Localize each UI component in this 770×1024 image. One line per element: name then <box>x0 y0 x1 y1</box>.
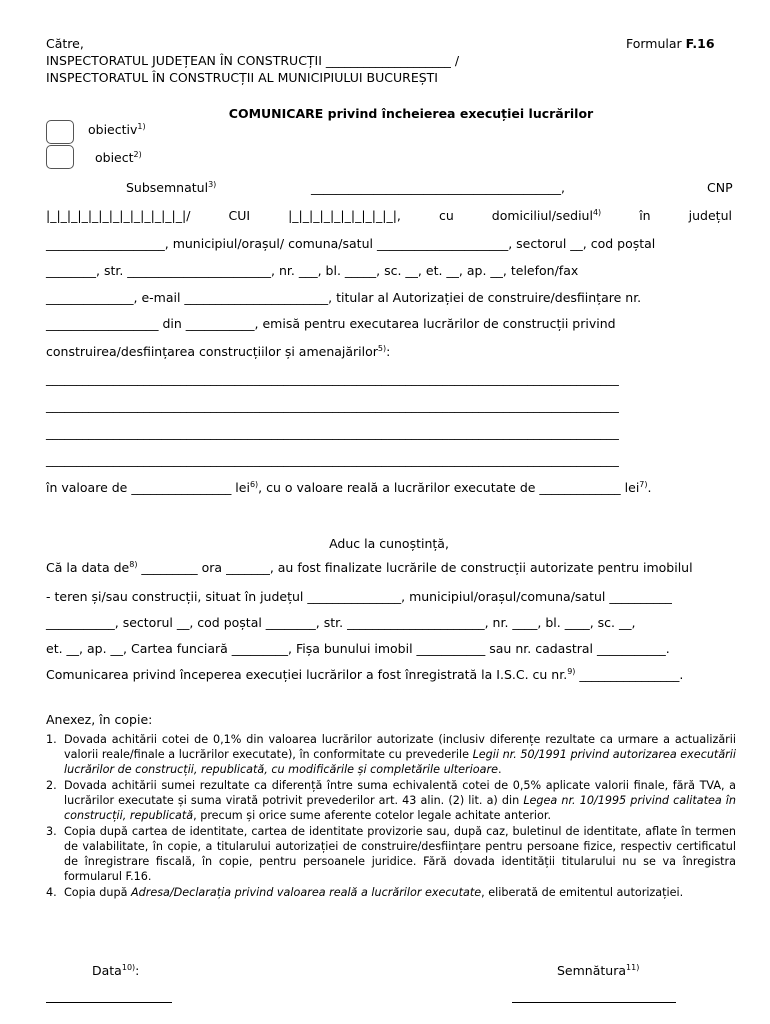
obiectiv-label: obiectiv$^{1)}$ <box>88 121 146 137</box>
obiect-label: obiect$^{2)}$ <box>95 149 142 165</box>
obiectiv-checkbox[interactable] <box>46 120 74 144</box>
authorization-date-line[interactable]: __________________ din ___________, emisă pentru executarea lucrărilor de construcții privind <box>46 316 616 331</box>
cnp-label: CNP <box>707 180 733 195</box>
semnatura-label: Semnătura$^{11)}$ <box>557 962 640 978</box>
addressee-label: Către, <box>46 36 84 51</box>
value-line[interactable]: în valoare de ________________ lei$^{6)}$, cu o valoare reală a lucrărilor executate de _____________ lei$^{7)}$. <box>46 479 652 495</box>
list-item: 1. Dovada achitării cotei de 0,1% din valoarea lucrărilor autorizate (inclusiv diferențe rezultate ca urmare a actualizării valorii reale/finale a lucrărilor executate), în conformitate cu prevederile Legii nr. 50/1991 privind autorizarea executării lucrărilor de construcții, republicată, cu modificările și completările ulterioare. <box>46 733 736 776</box>
property-location-line[interactable]: - teren și/sau construcții, situat în județul _______________, municipiul/orașul/comuna/satul __________ <box>46 589 672 604</box>
address-line-1[interactable]: ___________________, municipiul/orașul/ comuna/satul _____________________, sectorul __, cod poștal <box>46 236 656 251</box>
cnp-field[interactable]: |_|_|_|_|_|_|_|_|_|_|_|_|_|/ <box>46 208 191 223</box>
document-title: COMUNICARE privind încheierea execuției lucrărilor <box>228 106 594 121</box>
inspectorat-bucuresti: INSPECTORATUL ÎN CONSTRUCȚII AL MUNICIPIULUI BUCUREȘTI <box>46 70 438 85</box>
description-blank-3[interactable]: ______________________________________________________________________________________________ <box>46 426 619 440</box>
form-number: F.16 <box>685 36 715 51</box>
anexez-list <box>46 732 736 901</box>
cadastral-line[interactable]: et. __, ap. __, Cartea funciară _________, Fișa bunului imobil ___________ sau nr. cadastral ___________. <box>46 641 670 656</box>
list-item: 3. Copia după cartea de identitate, cartea de identitate provizorie sau, după caz, buletinul de identitate, aflate în termen de valabilitate, în copie, a titularului autorizației de construire/desființare pentru persoane fizice, respectiv certificatul de înregistrare fiscală, în copie, pentru persoanele juridice. Fără dovada identității titularului nu se va înregistra formularul F.16. <box>46 825 736 883</box>
data-label: Data$^{10)}$: <box>92 962 140 978</box>
signature-line[interactable] <box>512 1002 676 1003</box>
description-blank-1[interactable]: ______________________________________________________________________________________________ <box>46 372 619 386</box>
date-signature-line[interactable] <box>46 1002 172 1003</box>
list-item: 2. Dovada achitării sumei rezultate ca diferență între suma echivalentă cotei de 0,5% aplicate valorii finale, fără TVA, a lucrărilor executate și suma virată potrivit prevederilor art. 43 alin. (2) lit. a) din Legea nr. 10/1995 privind calitatea în construcții, republicată, precum și orice sume aferente cotelor legale achitate anterior. <box>46 779 737 822</box>
form-label: Formular <box>626 36 682 51</box>
constructions-label: construirea/desființarea construcțiilor și amenajărilor$^{5)}$: <box>46 343 391 359</box>
obiect-checkbox[interactable] <box>46 145 74 169</box>
form-code <box>626 36 715 51</box>
email-authorization-line[interactable]: ______________, e-mail _______________________, titular al Autorizației de construire/desființare nr. <box>46 290 642 305</box>
completion-date-line[interactable]: Că la data $de^{8)}$ _________ ora _______, au fost finalizate lucrările de construcții autorizate pentru imobilul <box>46 559 693 575</box>
aduc-heading: Aduc la cunoștință, <box>329 536 449 551</box>
list-item: 4. Copia după Adresa/Declarația privind valoarea reală a lucrărilor executate, eliberată de emitentul autorizației. <box>46 886 684 899</box>
address-line-2[interactable]: ________, str. _______________________, nr. ___, bl. _____, sc. __, et. __, ap. __, telefon/fax <box>46 263 579 278</box>
description-blank-2[interactable]: ______________________________________________________________________________________________ <box>46 399 619 413</box>
name-field[interactable]: ________________________________________, <box>311 180 565 195</box>
property-address-line[interactable]: ___________, sectorul __, cod poștal ________, str. ______________________, nr. ____, bl. ____, sc. __, <box>46 615 636 630</box>
isc-registration-line[interactable]: Comunicarea privind începerea execuției lucrărilor a fost înregistrată la I.S.C. cu nr.$^{9)}$ ________________. <box>46 666 684 682</box>
description-blank-4[interactable]: ______________________________________________________________________________________________ <box>46 453 619 467</box>
subsemnatul-label: Subsemnatul$^{3)}$ <box>126 179 217 195</box>
cui-field[interactable]: |_|_|_|_|_|_|_|_|_|_|, <box>288 208 401 223</box>
inspectorat-judetean: INSPECTORATUL JUDEȚEAN ÎN CONSTRUCȚII ____________________ / <box>46 53 460 68</box>
anexez-heading: Anexez, în copie: <box>46 712 153 727</box>
cnp-cui-line: |_|_|_|_|_|_|_|_|_|_|_|_|_|/ CUI |_|_|_|_|_|_|_|_|_|_|, cu domiciliul/sediul$^{4)}$ în județul <box>46 207 732 223</box>
